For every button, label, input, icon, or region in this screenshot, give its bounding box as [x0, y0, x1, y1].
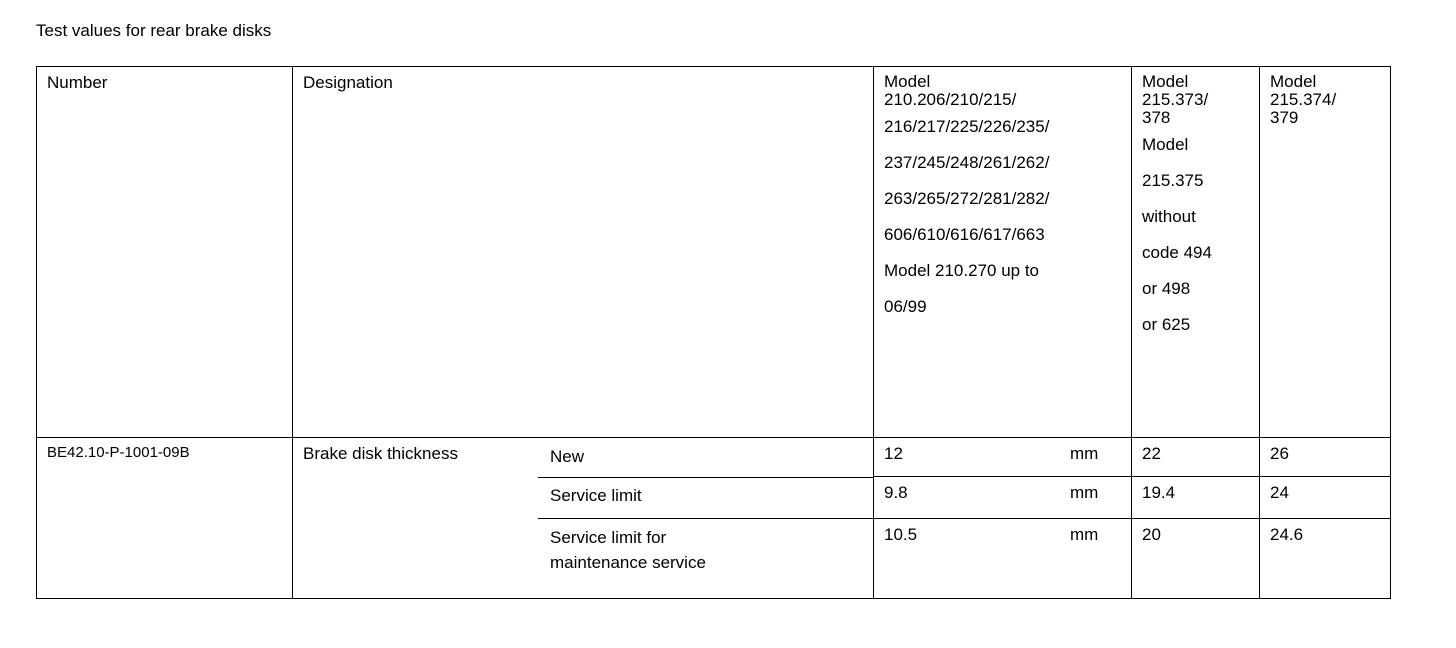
- row-designation: Brake disk thickness: [303, 444, 458, 463]
- header-model1: [874, 67, 1131, 325]
- sub-unit: mm: [1070, 525, 1099, 544]
- model2-line: or 625: [1142, 315, 1191, 334]
- value-cell: 9.8: [874, 477, 1131, 519]
- value-cell: 22: [1132, 438, 1259, 477]
- header-model3: [1260, 67, 1390, 127]
- sub-label: New: [550, 447, 585, 466]
- header-number-cell: [37, 67, 293, 438]
- model1-line: 216/217/225/226/235/: [884, 117, 1050, 136]
- model1-line: 263/265/272/281/282/: [884, 189, 1050, 208]
- header-designation-cell: [293, 67, 874, 438]
- model1-line: Model 210.270 up to: [884, 261, 1040, 280]
- value-cell: 24: [1260, 477, 1390, 519]
- test-values-table: [36, 66, 1391, 599]
- row-number-cell: [37, 438, 293, 599]
- row-number: BE42.10-P-1001-09B: [47, 444, 190, 461]
- model2-line: 378: [1142, 108, 1171, 127]
- table-header-row: [37, 67, 1391, 438]
- table-row: [37, 438, 1391, 599]
- value-cell: 20: [1142, 525, 1161, 544]
- model1-line: 210.206/210/215/: [884, 90, 1017, 109]
- model2-line: Model: [1142, 135, 1189, 154]
- model3-line: 215.374/: [1270, 90, 1337, 109]
- row-model2-values: [1132, 438, 1260, 599]
- model2-line: 215.375: [1142, 171, 1204, 190]
- sub-unit: mm: [1070, 444, 1099, 463]
- model2-line: 215.373/: [1142, 90, 1209, 109]
- sub-label-line: maintenance service: [550, 553, 706, 572]
- model3-line: Model: [1270, 72, 1317, 91]
- sub-label: [550, 525, 706, 575]
- model3-line: 379: [1270, 108, 1299, 127]
- sub-label-line: Service limit for: [550, 528, 667, 547]
- header-model2: [1132, 67, 1259, 343]
- header-model3-cell: [1260, 67, 1391, 438]
- value-cell: 12: [874, 438, 1131, 477]
- sub-label: Service limit: [550, 486, 642, 505]
- value-cell: 24.6: [1270, 525, 1304, 544]
- row-model3-values: [1260, 438, 1391, 599]
- model1-line: Model: [884, 72, 931, 91]
- document-title: Test values for rear brake disks: [36, 21, 272, 40]
- header-number: Number: [47, 73, 108, 92]
- model2-line: Model: [1142, 72, 1189, 91]
- value-cell: 19.4: [1132, 477, 1259, 519]
- model2-line: or 498: [1142, 279, 1191, 298]
- header-model1-cell: [874, 67, 1132, 438]
- value-cell: 10.5: [884, 525, 918, 544]
- header-designation: Designation: [303, 73, 393, 92]
- value-cell: 26: [1260, 438, 1390, 477]
- model2-line: code 494: [1142, 243, 1212, 262]
- sub-unit: mm: [1070, 483, 1099, 502]
- model1-line: 237/245/248/261/262/: [884, 153, 1050, 172]
- model2-line: without: [1142, 207, 1196, 226]
- model1-line: 606/610/616/617/663: [884, 225, 1045, 244]
- header-model2-cell: [1132, 67, 1260, 438]
- model1-line: 06/99: [884, 297, 927, 316]
